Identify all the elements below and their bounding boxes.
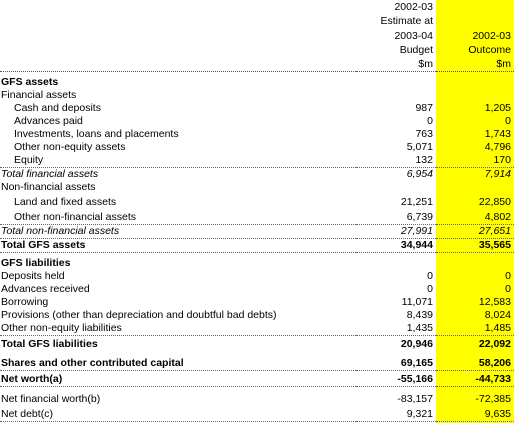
- table-row: [0, 283, 514, 296]
- row-label: Shares and other contributed capital: [0, 355, 356, 371]
- section-heading-gfs-assets: [0, 76, 514, 89]
- outcome-value: 0: [505, 269, 511, 282]
- estimate-value: 1,435: [356, 322, 436, 336]
- outcome-value: -72,385: [475, 392, 511, 405]
- outcome-value: 7,914: [484, 167, 511, 180]
- estimate-value: 11,071: [401, 295, 433, 308]
- table-row: [0, 406, 514, 422]
- estimate-value: 27,991: [356, 224, 436, 238]
- header-row: [0, 28, 514, 42]
- row-label: Other non-financial assets: [0, 209, 356, 225]
- row-label: Total non-financial assets: [0, 224, 356, 238]
- outcome-header-line: [436, 0, 514, 14]
- row-label: Net worth(a): [0, 370, 356, 386]
- header-row: [0, 14, 514, 28]
- estimate-value: 0: [427, 114, 433, 127]
- outcome-value: 1,205: [484, 101, 511, 114]
- table-row: [0, 154, 514, 168]
- row-label: Other non-equity liabilities: [0, 322, 356, 336]
- estimate-value: 987: [415, 101, 433, 114]
- header-row: [0, 43, 514, 57]
- row-label: Deposits held: [1, 269, 65, 282]
- table-row: [0, 309, 514, 322]
- row-label: Cash and deposits: [14, 101, 101, 114]
- subsection-financial-assets: [0, 89, 514, 102]
- table-row: [0, 296, 514, 309]
- outcome-value: -44,733: [436, 370, 514, 386]
- outcome-value: 0: [505, 282, 511, 295]
- row-label: Other non-equity assets: [14, 140, 126, 153]
- table-row: [0, 128, 514, 141]
- outcome-value: 170: [436, 154, 514, 168]
- estimate-value: 0: [427, 269, 433, 282]
- outcome-header-line: [436, 14, 514, 28]
- estimate-unit: $m: [356, 57, 436, 72]
- subsection-non-financial-assets: [0, 181, 514, 194]
- row-label: Advances received: [1, 282, 90, 295]
- table-row: [0, 194, 514, 209]
- table-row: [0, 209, 514, 225]
- outcome-value: 27,651: [436, 224, 514, 238]
- estimate-header-line: 2002-03: [394, 1, 433, 14]
- outcome-unit: $m: [436, 57, 514, 72]
- outcome-value: 1,743: [484, 127, 511, 140]
- total-row: [0, 370, 514, 386]
- estimate-value: 6,739: [356, 209, 436, 225]
- estimate-value: 34,944: [356, 238, 436, 252]
- estimate-value: 8,439: [406, 308, 433, 321]
- row-label: GFS liabilities: [1, 256, 71, 269]
- estimate-value: 20,946: [400, 337, 433, 350]
- estimate-value: 21,251: [400, 195, 433, 208]
- estimate-value: -55,166: [356, 370, 436, 386]
- table-row: [0, 270, 514, 283]
- row-label: Equity: [0, 154, 356, 168]
- row-label: Non-financial assets: [1, 180, 96, 193]
- estimate-value: 132: [356, 154, 436, 168]
- outcome-header-line: Outcome: [468, 43, 511, 56]
- outcome-value: 22,850: [478, 195, 511, 208]
- subtotal-row: [0, 167, 514, 181]
- outcome-value: 4,802: [436, 209, 514, 225]
- row-label: Net debt(c): [0, 406, 356, 422]
- header-row-units: [0, 57, 514, 72]
- table-row: [0, 115, 514, 128]
- estimate-header-line: Budget: [399, 43, 433, 56]
- outcome-value: 9,635: [436, 406, 514, 422]
- estimate-value: 0: [427, 282, 433, 295]
- section-heading-gfs-liabilities: [0, 257, 514, 270]
- estimate-header-line: Estimate at: [380, 15, 433, 28]
- row-label: Total GFS liabilities: [1, 337, 98, 350]
- table-row: [0, 102, 514, 115]
- outcome-value: 0: [505, 114, 511, 127]
- outcome-value: 58,206: [436, 355, 514, 371]
- estimate-value: 763: [415, 127, 433, 140]
- estimate-value: 6,954: [406, 167, 433, 180]
- total-row: [0, 355, 514, 371]
- outcome-value: 12,583: [478, 295, 511, 308]
- header-row: [0, 0, 514, 14]
- outcome-value: 4,796: [484, 140, 511, 153]
- total-row: [0, 238, 514, 252]
- estimate-value: 69,165: [356, 355, 436, 371]
- outcome-value: 8,024: [484, 308, 511, 321]
- row-label: Advances paid: [14, 114, 83, 127]
- row-label: Financial assets: [1, 88, 77, 101]
- row-label: Total financial assets: [1, 167, 99, 180]
- estimate-header-line: 2003-04: [394, 29, 433, 42]
- row-label: GFS assets: [1, 75, 59, 88]
- total-row: [0, 335, 514, 351]
- row-label: Total GFS assets: [0, 238, 356, 252]
- outcome-value: 1,485: [436, 322, 514, 336]
- outcome-value: 22,092: [478, 337, 511, 350]
- row-label: Provisions (other than depreciation and doubtful bad debts): [1, 308, 277, 321]
- row-label: Net financial worth(b): [1, 392, 101, 405]
- row-label: Land and fixed assets: [14, 195, 117, 208]
- estimate-value: 5,071: [406, 140, 433, 153]
- estimate-value: 9,321: [356, 406, 436, 422]
- outcome-header-line: 2002-03: [472, 29, 511, 42]
- estimate-value: -83,157: [397, 392, 433, 405]
- subtotal-row: [0, 224, 514, 238]
- table-row: [0, 322, 514, 336]
- row-label: Borrowing: [1, 295, 49, 308]
- table-row: [0, 141, 514, 154]
- table-row: [0, 391, 514, 406]
- outcome-value: 35,565: [436, 238, 514, 252]
- row-label: Investments, loans and placements: [14, 127, 179, 140]
